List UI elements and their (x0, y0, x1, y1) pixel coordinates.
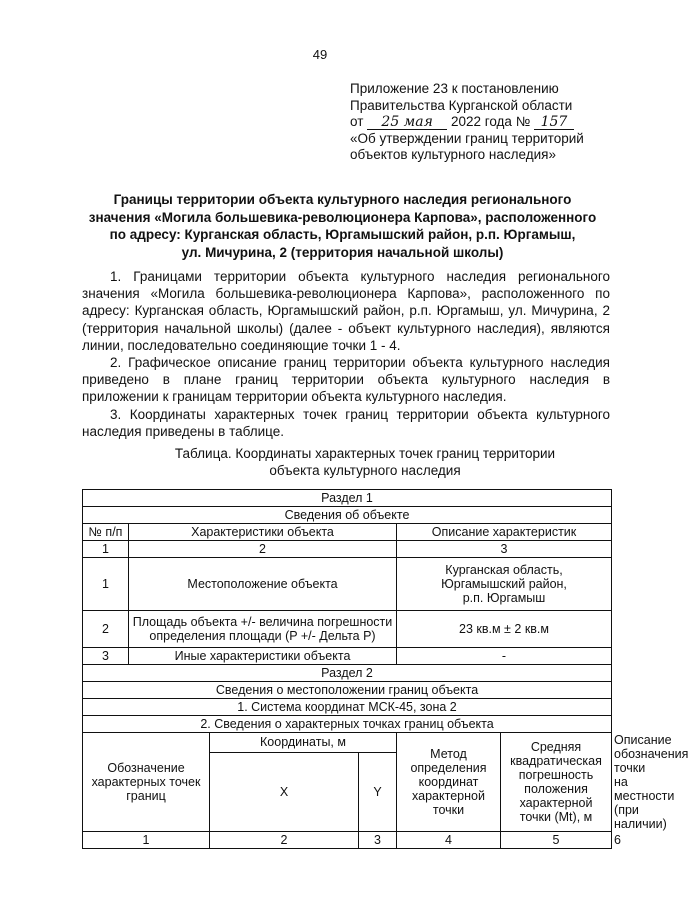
foot-index-3: 3 (359, 832, 397, 849)
title-line-1: Границы территории объекта культурного наследия регионального (113, 192, 572, 207)
appendix-header (350, 81, 620, 164)
object-info-header: Сведения об объекте (83, 507, 612, 524)
title-line-2: значения «Могила большевика-революционера Карпова», расположенного (88, 209, 597, 225)
foot-index-2: 2 (210, 832, 359, 849)
row-number: 2 (83, 611, 129, 648)
col-index-2: 2 (129, 541, 397, 558)
row-characteristic: Местоположение объекта (129, 558, 397, 611)
col-description-header: Описание характеристик (397, 524, 612, 541)
coordinates-table: Раздел 1 Сведения об объекте № п/п Характеристики объекта Описание характеристик 1 2 3 1 Местоположение объекта Курганская область, Юргамышский район, р.п. Юргамыш 2 Площадь объекта +/- величина погрешности определения площади (P +/- Дельта P) 23 кв.м ± 2 кв.м 3 Иные характеристики объекта - Раздел 2 Сведения о местоположении границ объекта 1. Система координат МСК-45, зона 2 2. Сведения о характерных точках границ объекта Обозначение характерных точек границ Координаты, м Метод определения координат характерной точки Средняя квадратическая погрешность положения характерной точки (Mt), м Описание обозначения точки на местности (при наличии) X Y 1 2 3 4 5 6 (82, 489, 612, 849)
section-2-header: Раздел 2 (83, 665, 612, 682)
foot-index-5: 5 (501, 832, 612, 849)
year-text: 2022 года (450, 114, 512, 129)
table-row (83, 558, 612, 611)
col-method-header: Метод определения координат характерной точки (397, 733, 501, 832)
body-text (82, 268, 610, 440)
col-y-header: Y (359, 752, 397, 831)
appendix-line-4: «Об утверждении границ территорий (350, 130, 584, 146)
paragraph-2: 2. Графическое описание границ территории объекта культурного наследия приведено в плане границ территории объекта культурного наследия в приложении к границам территории объекта культурного наследия. (82, 355, 610, 405)
col-number-header: № п/п (83, 524, 129, 541)
title-line-3: по адресу: Курганская область, Юргамышский район, р.п. Юргамыш, (109, 227, 576, 242)
points-info-header: 2. Сведения о характерных точках границ объекта (83, 716, 612, 733)
col-error-header: Средняя квадратическая погрешность положения характерной точки (Mt), м (501, 733, 612, 832)
col-index-1: 1 (83, 541, 129, 558)
col-point-header: Обозначение характерных точек границ (83, 733, 210, 832)
table-caption-line-2: объекта культурного наследия (269, 463, 461, 478)
row-description: 23 кв.м ± 2 кв.м (397, 611, 612, 648)
section-1-header: Раздел 1 (83, 490, 612, 507)
col-index-3: 3 (397, 541, 612, 558)
table-row (83, 611, 612, 648)
page-number: 49 (312, 47, 328, 62)
table-row (83, 648, 612, 665)
row-description: Курганская область, Юргамышский район, р.п. Юргамыш (397, 558, 612, 611)
row-number: 3 (83, 648, 129, 665)
title-line-4: ул. Мичурина, 2 (территория начальной школы) (181, 244, 504, 260)
paragraph-1: 1. Границами территории объекта культурного наследия регионального значения «Могила большевика-революционера Карпова», расположенного по адресу: Курганская область, Юргамышский район, р.п. Юргамыш, ул. Мичурина, 2 (территория начальной школы) (далее - объект культурного наследия), являются линии, последовательно соединяющие точки 1 - 4. (82, 269, 610, 353)
appendix-line-2: Правительства Курганской области (350, 97, 573, 113)
foot-index-4: 4 (397, 832, 501, 849)
col-coordinates-label: Координаты, м (260, 735, 346, 750)
coordinate-system: 1. Система координат МСК-45, зона 2 (83, 699, 612, 716)
col-characteristics-header: Характеристики объекта (129, 524, 397, 541)
handwritten-number: 157 (534, 116, 574, 130)
col-coordinates-header (210, 733, 397, 753)
table-caption (160, 445, 570, 479)
number-prefix: № (515, 114, 531, 129)
paragraph-3: 3. Координаты характерных точек границ территории объекта культурного наследия приведены в таблице. (82, 406, 610, 439)
table-footer-row: 1 2 3 4 5 6 (83, 832, 612, 849)
row-number: 1 (83, 558, 129, 611)
row-characteristic: Иные характеристики объекта (129, 648, 397, 665)
col-x-header: X (210, 752, 359, 831)
foot-index-1: 1 (83, 832, 210, 849)
appendix-line-5: объектов культурного наследия» (350, 147, 556, 162)
appendix-date-line (350, 114, 620, 131)
table-caption-line-1: Таблица. Координаты характерных точек границ территории (174, 446, 556, 461)
appendix-line-1: Приложение 23 к постановлению (350, 81, 559, 96)
from-prefix: от (350, 114, 364, 129)
row-description: - (397, 648, 612, 665)
handwritten-date: 25 мая (367, 116, 447, 130)
document-title (70, 191, 615, 261)
location-info-header: Сведения о местоположении границ объекта (83, 682, 612, 699)
row-characteristic: Площадь объекта +/- величина погрешности определения площади (P +/- Дельта P) (129, 611, 397, 648)
